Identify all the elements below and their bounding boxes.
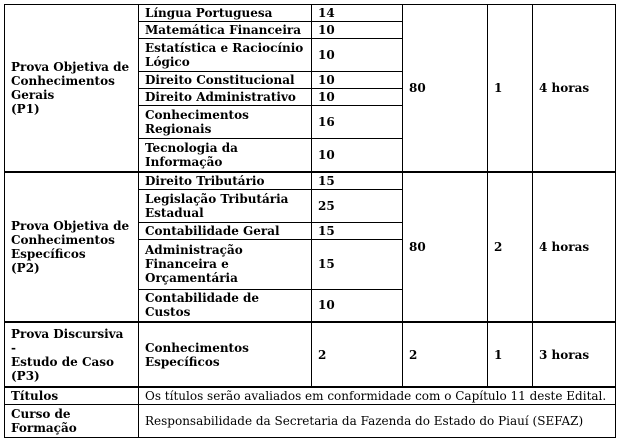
subject-name: Tecnologia da Informação [139, 139, 312, 172]
question-count: 25 [312, 189, 403, 222]
subject-name: Direito Administrativo [139, 89, 312, 106]
course-description: Responsabilidade da Secretaria da Fazenda do Estado do Piauí (SEFAZ) [139, 405, 616, 438]
question-count: 10 [312, 39, 403, 72]
subject-name: Contabilidade de Custos [139, 289, 312, 322]
exam-label-p1: Prova Objetiva de Conhecimentos Gerais (P1) [5, 5, 139, 172]
exam-label-p3: Prova Discursiva - Estudo de Caso (P3) [5, 322, 139, 387]
weight-p2: 2 [488, 172, 533, 323]
exam-structure-document [4, 4, 616, 438]
question-count: 15 [312, 172, 403, 190]
table-row [5, 405, 616, 438]
subject-name: Contabilidade Geral [139, 222, 312, 239]
question-count: 10 [312, 139, 403, 172]
titles-description: Os títulos serão avaliados em conformidade com o Capítulo 11 deste Edital. [139, 387, 616, 405]
question-count: 15 [312, 239, 403, 289]
subject-name: Direito Tributário [139, 172, 312, 190]
table-row [5, 322, 616, 387]
subject-name: Direito Constitucional [139, 72, 312, 89]
exam-structure-table [4, 4, 616, 438]
question-count: 14 [312, 5, 403, 22]
question-count: 10 [312, 89, 403, 106]
table-row [5, 5, 616, 22]
weight-p3: 1 [488, 322, 533, 387]
total-questions-p3: 2 [403, 322, 488, 387]
weight-p1: 1 [488, 5, 533, 172]
subject-name: Conhecimentos Regionais [139, 106, 312, 139]
question-count: 10 [312, 72, 403, 89]
titles-label: Títulos [5, 387, 139, 405]
question-count: 16 [312, 106, 403, 139]
subject-name: Língua Portuguesa [139, 5, 312, 22]
subject-name: Administração Financeira e Orçamentária [139, 239, 312, 289]
table-row [5, 387, 616, 405]
subject-name: Estatística e Raciocínio Lógico [139, 39, 312, 72]
duration-p1: 4 horas [533, 5, 616, 172]
question-count: 10 [312, 289, 403, 322]
subject-name: Conhecimentos Específicos [139, 322, 312, 387]
duration-p3: 3 horas [533, 322, 616, 387]
course-label: Curso de Formação [5, 405, 139, 438]
question-count: 15 [312, 222, 403, 239]
question-count: 10 [312, 22, 403, 39]
subject-name: Legislação Tributária Estadual [139, 189, 312, 222]
subject-name: Matemática Financeira [139, 22, 312, 39]
total-questions-p1: 80 [403, 5, 488, 172]
table-row [5, 172, 616, 190]
question-count: 2 [312, 322, 403, 387]
exam-label-p2: Prova Objetiva de Conhecimentos Específicos (P2) [5, 172, 139, 323]
duration-p2: 4 horas [533, 172, 616, 323]
total-questions-p2: 80 [403, 172, 488, 323]
